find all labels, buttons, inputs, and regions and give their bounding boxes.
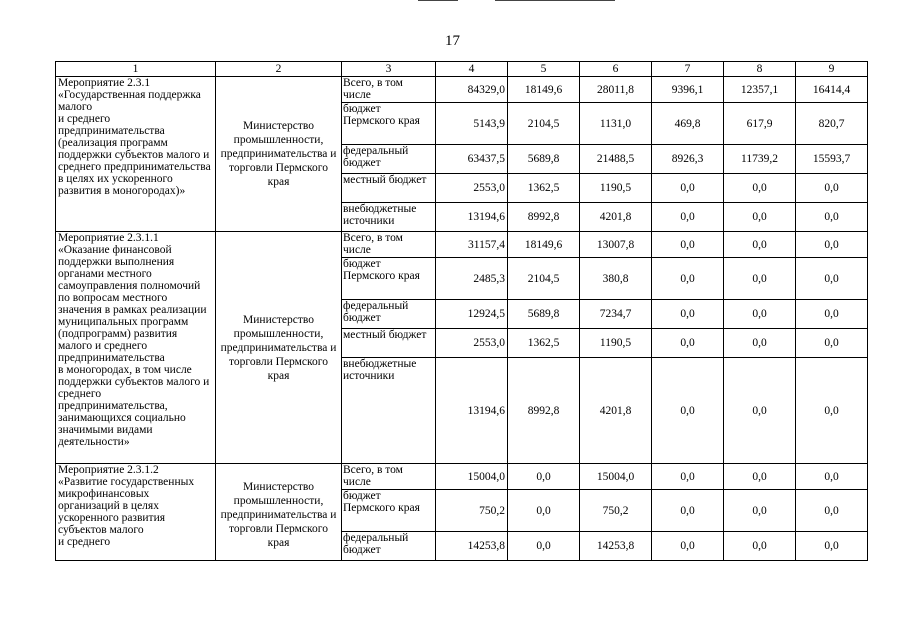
value-cell: 0,0 xyxy=(652,174,724,203)
value-cell: 2553,0 xyxy=(436,329,508,358)
funding-source-cell: федеральный бюджет xyxy=(342,145,436,174)
value-cell: 1362,5 xyxy=(508,174,580,203)
table-row xyxy=(56,77,868,103)
value-cell: 31157,4 xyxy=(436,232,508,258)
value-cell: 12924,5 xyxy=(436,300,508,329)
value-cell: 13194,6 xyxy=(436,203,508,232)
value-cell: 0,0 xyxy=(796,490,868,532)
value-cell: 15593,7 xyxy=(796,145,868,174)
value-cell: 617,9 xyxy=(724,103,796,145)
value-cell: 0,0 xyxy=(652,300,724,329)
value-cell: 2553,0 xyxy=(436,174,508,203)
value-cell: 7234,7 xyxy=(580,300,652,329)
value-cell: 8992,8 xyxy=(508,358,580,464)
value-cell: 0,0 xyxy=(652,358,724,464)
value-cell: 8926,3 xyxy=(652,145,724,174)
value-cell: 0,0 xyxy=(796,300,868,329)
activity-cell: Мероприятие 2.3.1.1 «Оказание финансовой поддержки выполнения органами местного самоуправления полномочий по вопросам местного значения в рамках реализации муниципальных программ (подпрограмм) развития малого и среднего предпринимательства в моногородах, в том числе поддержки субъектов малого и среднего предпринимательства, занимающихся социально значимыми видами деятельности» xyxy=(56,232,216,464)
value-cell: 63437,5 xyxy=(436,145,508,174)
funding-source-cell: внебюджетные источники xyxy=(342,203,436,232)
value-cell: 13194,6 xyxy=(436,358,508,464)
value-cell: 0,0 xyxy=(652,232,724,258)
funding-source-cell: бюджет Пермского края xyxy=(342,103,436,145)
value-cell: 1190,5 xyxy=(580,174,652,203)
responsible-cell: Министерство промышленности, предпринимательства и торговли Пермского края xyxy=(216,232,342,464)
column-header: 9 xyxy=(796,62,868,77)
funding-source-cell: бюджет Пермского края xyxy=(342,258,436,300)
column-header: 4 xyxy=(436,62,508,77)
value-cell: 0,0 xyxy=(796,464,868,490)
value-cell: 16414,4 xyxy=(796,77,868,103)
value-cell: 0,0 xyxy=(724,532,796,561)
table-row xyxy=(56,464,868,490)
value-cell: 0,0 xyxy=(724,358,796,464)
value-cell: 11739,2 xyxy=(724,145,796,174)
value-cell: 750,2 xyxy=(436,490,508,532)
value-cell: 13007,8 xyxy=(580,232,652,258)
activity-cell: Мероприятие 2.3.1.2 «Развитие государственных микрофинансовых организаций в целях ускоренного развития субъектов малого и среднего xyxy=(56,464,216,561)
value-cell: 18149,6 xyxy=(508,77,580,103)
value-cell: 820,7 xyxy=(796,103,868,145)
value-cell: 5689,8 xyxy=(508,300,580,329)
value-cell: 28011,8 xyxy=(580,77,652,103)
funding-source-cell: федеральный бюджет xyxy=(342,300,436,329)
funding-source-cell: местный бюджет xyxy=(342,174,436,203)
value-cell: 5689,8 xyxy=(508,145,580,174)
value-cell: 469,8 xyxy=(652,103,724,145)
value-cell: 2104,5 xyxy=(508,103,580,145)
value-cell: 15004,0 xyxy=(436,464,508,490)
value-cell: 0,0 xyxy=(652,490,724,532)
funding-source-cell: бюджет Пермского края xyxy=(342,490,436,532)
value-cell: 750,2 xyxy=(580,490,652,532)
value-cell: 5143,9 xyxy=(436,103,508,145)
value-cell: 0,0 xyxy=(796,358,868,464)
value-cell: 4201,8 xyxy=(580,358,652,464)
header-row xyxy=(56,62,868,77)
value-cell: 12357,1 xyxy=(724,77,796,103)
value-cell: 2485,3 xyxy=(436,258,508,300)
value-cell: 0,0 xyxy=(724,258,796,300)
value-cell: 14253,8 xyxy=(580,532,652,561)
value-cell: 2104,5 xyxy=(508,258,580,300)
responsible-cell: Министерство промышленности, предпринимательства и торговли Пермского края xyxy=(216,77,342,232)
value-cell: 0,0 xyxy=(796,203,868,232)
value-cell: 9396,1 xyxy=(652,77,724,103)
value-cell: 14253,8 xyxy=(436,532,508,561)
value-cell: 0,0 xyxy=(508,532,580,561)
top-rule-left xyxy=(418,0,458,1)
value-cell: 0,0 xyxy=(652,258,724,300)
budget-table xyxy=(55,61,868,561)
value-cell: 0,0 xyxy=(724,329,796,358)
column-header: 8 xyxy=(724,62,796,77)
value-cell: 0,0 xyxy=(796,174,868,203)
value-cell: 0,0 xyxy=(508,464,580,490)
value-cell: 0,0 xyxy=(508,490,580,532)
value-cell: 1362,5 xyxy=(508,329,580,358)
activity-cell: Мероприятие 2.3.1 «Государственная поддержка малого и среднего предпринимательства (реализация программ поддержки субъектов малого и среднего предпринимательства в целях их ускоренного развития в моногородах)» xyxy=(56,77,216,232)
value-cell: 4201,8 xyxy=(580,203,652,232)
value-cell: 0,0 xyxy=(724,464,796,490)
funding-source-cell: местный бюджет xyxy=(342,329,436,358)
value-cell: 0,0 xyxy=(652,329,724,358)
funding-source-cell: Всего, в том числе xyxy=(342,464,436,490)
table-row xyxy=(56,232,868,258)
value-cell: 0,0 xyxy=(652,464,724,490)
value-cell: 0,0 xyxy=(652,203,724,232)
value-cell: 0,0 xyxy=(724,300,796,329)
value-cell: 0,0 xyxy=(724,174,796,203)
value-cell: 0,0 xyxy=(796,232,868,258)
value-cell: 0,0 xyxy=(652,532,724,561)
top-rule-right xyxy=(495,0,615,1)
column-header: 1 xyxy=(56,62,216,77)
funding-source-cell: федеральный бюджет xyxy=(342,532,436,561)
funding-source-cell: внебюджетные источники xyxy=(342,358,436,464)
column-header: 7 xyxy=(652,62,724,77)
value-cell: 18149,6 xyxy=(508,232,580,258)
column-header: 5 xyxy=(508,62,580,77)
value-cell: 1190,5 xyxy=(580,329,652,358)
value-cell: 84329,0 xyxy=(436,77,508,103)
funding-source-cell: Всего, в том числе xyxy=(342,77,436,103)
column-header: 3 xyxy=(342,62,436,77)
value-cell: 15004,0 xyxy=(580,464,652,490)
value-cell: 21488,5 xyxy=(580,145,652,174)
column-header: 6 xyxy=(580,62,652,77)
value-cell: 0,0 xyxy=(796,258,868,300)
value-cell: 0,0 xyxy=(796,329,868,358)
value-cell: 0,0 xyxy=(724,232,796,258)
value-cell: 0,0 xyxy=(796,532,868,561)
funding-source-cell: Всего, в том числе xyxy=(342,232,436,258)
value-cell: 8992,8 xyxy=(508,203,580,232)
page-number: 17 xyxy=(445,33,460,49)
responsible-cell: Министерство промышленности, предпринимательства и торговли Пермского края xyxy=(216,464,342,561)
column-header: 2 xyxy=(216,62,342,77)
value-cell: 0,0 xyxy=(724,203,796,232)
value-cell: 1131,0 xyxy=(580,103,652,145)
value-cell: 380,8 xyxy=(580,258,652,300)
value-cell: 0,0 xyxy=(724,490,796,532)
